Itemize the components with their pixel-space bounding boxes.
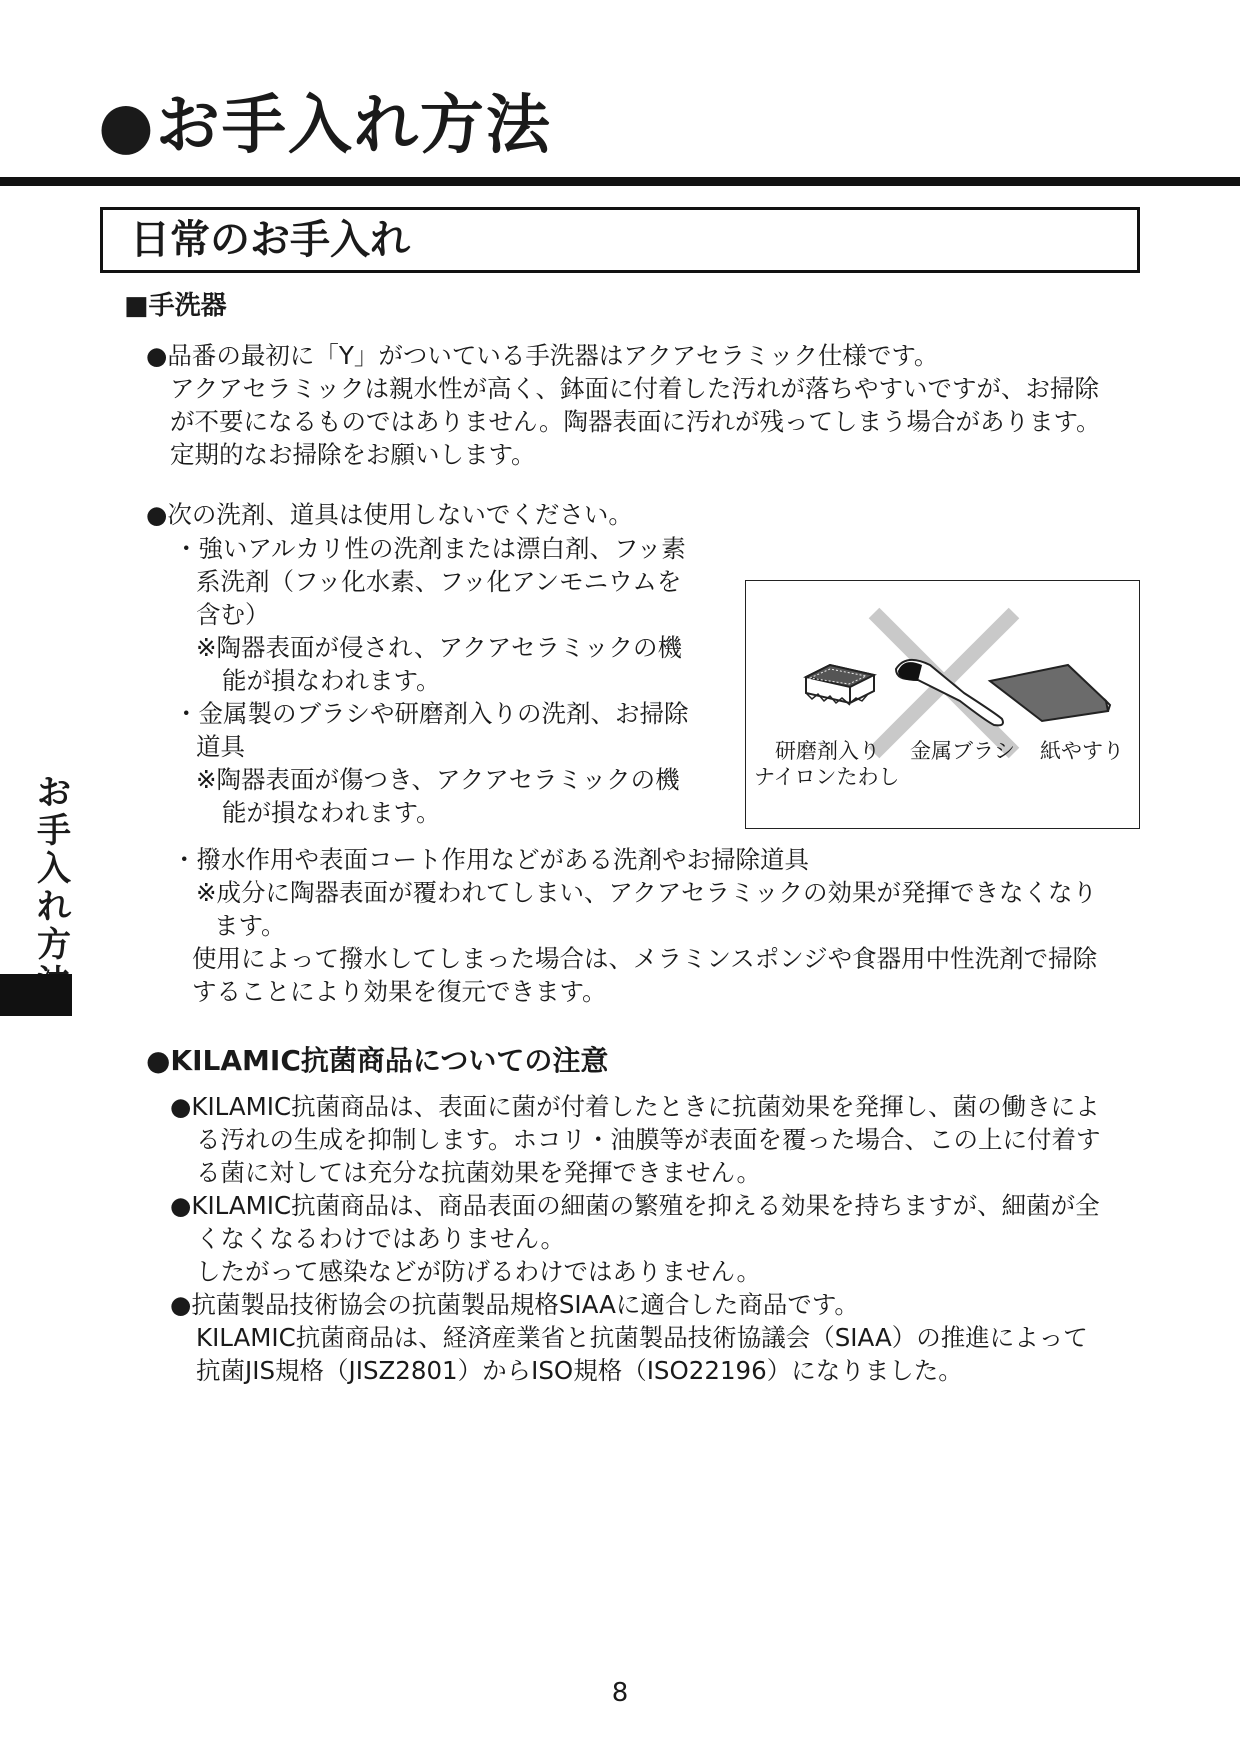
kilamic-b1-line-2: る汚れの生成を抑制します。ホコリ・油膜等が表面を覆った場合、この上に付着す	[196, 1125, 1101, 1154]
p2-item2-line-1: ・金属製のブラシや研磨剤入りの洗剤、お掃除	[174, 699, 689, 728]
kilamic-b2-line-2: くなくなるわけではありません。	[196, 1224, 565, 1253]
p2-item1-line-2: 系洗剤（フッ化水素、フッ化アンモニウムを	[196, 567, 682, 596]
p2-item1-line-3: 含む）	[196, 600, 270, 629]
p1-line-3: が不要になるものではありません。陶器表面に汚れが残ってしまう場合があります。	[170, 407, 1101, 436]
prohibited-tools-figure	[745, 580, 1140, 829]
page-number: 8	[611, 1678, 629, 1708]
caption-scrubber-line-1: 研磨剤入り	[775, 739, 880, 763]
title-rule	[0, 177, 1240, 186]
caption-sandpaper: 紙やすり	[1040, 739, 1124, 763]
side-tab-label	[34, 774, 74, 1002]
kilamic-b1-line-1: ●KILAMIC抗菌商品は、表面に菌が付着したときに抗菌効果を発揮し、菌の働きによ	[170, 1092, 1100, 1121]
side-tab-char: 入	[37, 849, 71, 889]
p2-item1-note-2: 能が損なわれます。	[222, 666, 441, 695]
side-tab-char: 方	[37, 925, 71, 965]
p2-item3-extra-2: することにより効果を復元できます。	[192, 977, 607, 1006]
kilamic-b2-line-3: したがって感染などが防げるわけではありません。	[196, 1257, 761, 1286]
caption-brush: 金属ブラシ	[910, 739, 1015, 763]
kilamic-b3-line-3: 抗菌JIS規格（JISZ2801）からISO規格（ISO22196）になりました。	[196, 1356, 963, 1385]
kilamic-b3-line-1: ●抗菌製品技術協会の抗菌製品規格SIAAに適合した商品です。	[170, 1290, 859, 1319]
p2-heading: ●次の洗剤、道具は使用しないでください。	[146, 500, 633, 529]
p1-line-2: アクアセラミックは親水性が高く、鉢面に付着した汚れが落ちやすいですが、お掃除	[170, 374, 1100, 403]
sandpaper-icon	[990, 665, 1110, 721]
p2-item1-note-1: ※陶器表面が侵され、アクアセラミックの機	[196, 633, 683, 662]
section-title: 日常のお手入れ	[130, 217, 410, 263]
side-tab-char: れ	[37, 887, 71, 927]
p2-item2-note-2: 能が損なわれます。	[222, 798, 441, 827]
page-title: ●お手入れ方法	[98, 89, 552, 163]
p2-item3: ・撥水作用や表面コート作用などがある洗剤やお掃除道具	[172, 845, 809, 874]
p2-item3-extra-1: 使用によって撥水してしまった場合は、メラミンスポンジや食器用中性洗剤で掃除	[192, 944, 1098, 973]
side-tab-text	[34, 774, 74, 1002]
kilamic-b1-line-3: る菌に対しては充分な抗菌効果を発揮できません。	[196, 1158, 761, 1187]
caption-scrubber-line-2: ナイロンたわし	[754, 765, 900, 789]
kilamic-b3-line-2: KILAMIC抗菌商品は、経済産業省と抗菌製品技術協議会（SIAA）の推進によって	[196, 1323, 1088, 1352]
side-tab-marker	[0, 974, 72, 1016]
p2-item3-note-2: ます。	[214, 911, 286, 940]
subsection-title: ■手洗器	[124, 291, 227, 321]
kilamic-b2-line-1: ●KILAMIC抗菌商品は、商品表面の細菌の繁殖を抑える効果を持ちますが、細菌が全	[170, 1191, 1100, 1220]
p2-item3-note-1: ※成分に陶器表面が覆われてしまい、アクアセラミックの効果が発揮できなくなり	[196, 878, 1098, 907]
p1-line-1: ●品番の最初に「Y」がついている手洗器はアクアセラミック仕様です。	[146, 341, 939, 370]
p1-line-4: 定期的なお掃除をお願いします。	[170, 440, 536, 469]
side-tab-char: 手	[37, 811, 71, 851]
kilamic-heading: ●KILAMIC抗菌商品についての注意	[146, 1044, 609, 1077]
p2-item2-note-1: ※陶器表面が傷つき、アクアセラミックの機	[196, 765, 680, 794]
p2-item2-line-2: 道具	[196, 732, 245, 761]
nylon-scrubber-icon	[806, 665, 874, 705]
side-tab-char: お	[37, 773, 71, 813]
p2-item1-line-1: ・強いアルカリ性の洗剤または漂白剤、フッ素	[174, 534, 686, 563]
